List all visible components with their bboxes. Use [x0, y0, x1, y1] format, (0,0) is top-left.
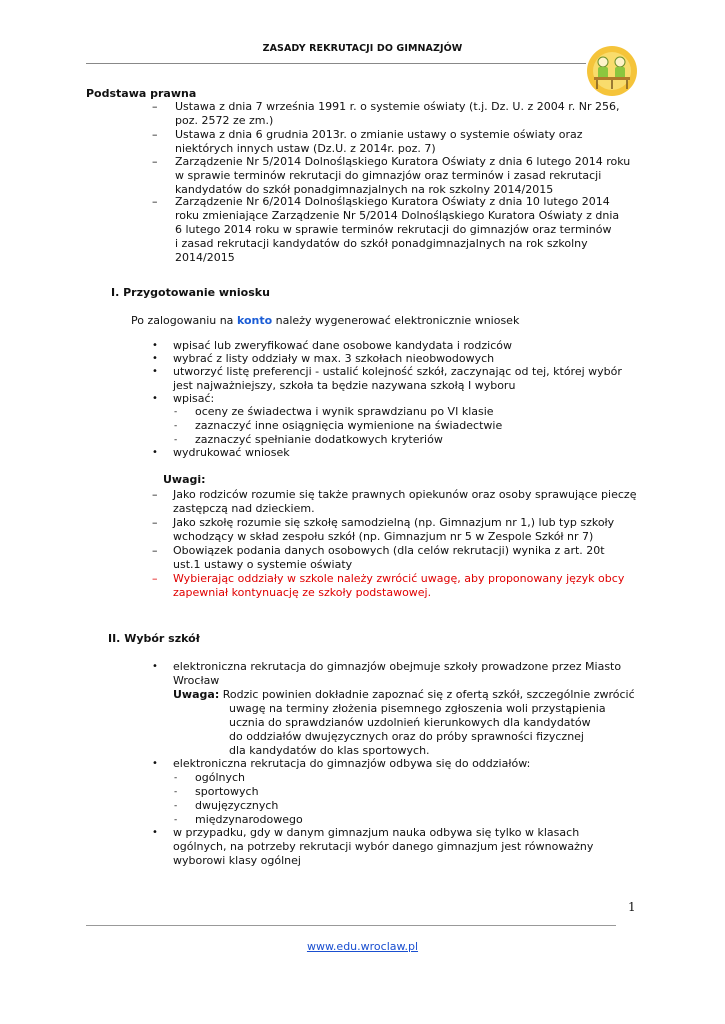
- note-2-line-2: wchodzący w skład zespołu szkół (np. Gimnazjum nr 5 w Zespole Szkół nr 7): [173, 530, 594, 543]
- sub-dash-marker: -: [174, 815, 178, 825]
- sub-achievements: zaznaczyć inne osiągnięcia wymienione na świadectwie: [195, 419, 503, 432]
- unit-general: ogólnych: [195, 771, 245, 784]
- step-preferences-line-1: utworzyć listę preferencji - ustalić kolejność szkół, zaczynając od tej, której wybór: [173, 365, 622, 378]
- note-1-line-2: zastępczą nad dzieckiem.: [173, 502, 315, 515]
- bullet-icon: •: [152, 661, 158, 672]
- bullet-icon: •: [152, 366, 158, 377]
- sub-criteria: zaznaczyć spełnianie dodatkowych kryteriów: [195, 433, 443, 446]
- step-enter: wpisać:: [173, 392, 215, 405]
- sub-dash-marker: -: [174, 773, 178, 783]
- scope-line-2: Wrocław: [173, 674, 220, 687]
- sub-dash-marker: -: [174, 435, 178, 445]
- note-1-line-1: Jako rodziców rozumie się także prawnych opiekunów oraz osoby sprawujące pieczę: [173, 488, 637, 501]
- uwaga-line-4: do oddziałów dwujęzycznych oraz do próby sprawności fizycznej: [229, 730, 584, 743]
- legal-item-1-line-1: Ustawa z dnia 7 września 1991 r. o systemie oświaty (t.j. Dz. U. z 2004 r. Nr 256,: [175, 100, 620, 113]
- step-print: wydrukować wniosek: [173, 446, 290, 459]
- sub-dash-marker: -: [174, 407, 178, 417]
- dash-marker: –: [152, 155, 158, 168]
- uwaga-label: Uwaga:: [173, 688, 220, 701]
- note-4-line-1: Wybierając oddziały w szkole należy zwrócić uwagę, aby proponowany język obcy: [173, 572, 625, 585]
- legal-basis-heading: Podstawa prawna: [86, 87, 197, 100]
- dash-marker: –: [152, 100, 158, 113]
- units-intro: elektroniczna rekrutacja do gimnazjów odbywa się do oddziałów:: [173, 757, 531, 770]
- note-3-line-2: ust.1 ustawy o systemie oświaty: [173, 558, 353, 571]
- uwaga-line-1: [173, 688, 635, 702]
- sub-dash-marker: -: [174, 421, 178, 431]
- note-3-line-1: Obowiązek podania danych osobowych (dla celów rekrutacji) wynika z art. 20t: [173, 544, 605, 557]
- legal-item-3-line-3: kandydatów do szkół ponadgimnazjalnych na rok szkolny 2014/2015: [175, 183, 554, 196]
- legal-item-4-line-4: i zasad rekrutacji kandydatów do szkół ponadgimnazjalnych na rok szkolny: [175, 237, 588, 250]
- general-only-line-3: wyborowi klasy ogólnej: [173, 854, 301, 867]
- dash-marker: –: [152, 195, 158, 208]
- uwaga-text: Rodzic powinien dokładnie zapoznać się z ofertą szkół, szczególnie zwrócić: [219, 688, 635, 701]
- dash-marker: –: [152, 128, 158, 141]
- konto-link[interactable]: konto: [236, 314, 273, 327]
- note-4-line-2: zapewniał kontynuację ze szkoły podstawowej.: [173, 586, 432, 599]
- dash-marker: –: [152, 572, 158, 585]
- legal-item-2-line-1: Ustawa z dnia 6 grudnia 2013r. o zmianie ustawy o systemie oświaty oraz: [175, 128, 583, 141]
- dash-marker: –: [152, 488, 158, 501]
- dash-marker: –: [152, 544, 158, 557]
- legal-item-4-line-2: roku zmieniające Zarządzenie Nr 5/2014 Dolnośląskiego Kuratora Oświaty z dnia: [175, 209, 620, 222]
- uwaga-line-3: ucznia do sprawdzianów uzdolnień kierunkowych dla kandydatów: [229, 716, 591, 729]
- general-only-line-1: w przypadku, gdy w danym gimnazjum nauka odbywa się tylko w klasach: [173, 826, 580, 839]
- sub-grades: oceny ze świadectwa i wynik sprawdzianu po VI klasie: [195, 405, 494, 418]
- bullet-icon: •: [152, 827, 158, 838]
- general-only-line-2: ogólnych, na potrzeby rekrutacji wybór danego gimnazjum jest równoważny: [173, 840, 594, 853]
- footer-website-link[interactable]: www.edu.wroclaw.pl: [306, 940, 419, 953]
- header-rule: [86, 63, 586, 64]
- legal-item-2-line-2: niektórych innych ustaw (Dz.U. z 2014r. poz. 7): [175, 142, 436, 155]
- unit-bilingual: dwujęzycznych: [195, 799, 279, 812]
- sub-dash-marker: -: [174, 787, 178, 797]
- section-1-intro: [131, 314, 519, 328]
- section-2-heading: II. Wybór szkół: [108, 632, 200, 645]
- legal-item-3-line-2: w sprawie terminów rekrutacji do gimnazjów oraz terminów i zasad rekrutacji: [175, 169, 602, 182]
- step-choose-units: wybrać z listy oddziały w max. 3 szkołach nieobwodowych: [173, 352, 495, 365]
- bullet-icon: •: [152, 353, 158, 364]
- sub-dash-marker: -: [174, 801, 178, 811]
- legal-item-4-line-3: 6 lutego 2014 roku w sprawie terminów rekrutacji do gimnazjów oraz terminów: [175, 223, 612, 236]
- note-2-line-1: Jako szkołę rozumie się szkołę samodzielną (np. Gimnazjum nr 1,) lub typ szkoły: [173, 516, 615, 529]
- footer-rule: [86, 925, 616, 926]
- page-number: 1: [628, 900, 636, 914]
- intro-text-after: należy wygenerować elektronicznie wniosek: [272, 314, 520, 327]
- uwaga-line-5: dla kandydatów do klas sportowych.: [229, 744, 430, 757]
- document-title: ZASADY REKRUTACJI DO GIMNAZJÓW: [262, 43, 463, 54]
- legal-item-4-line-1: Zarządzenie Nr 6/2014 Dolnośląskiego Kuratora Oświaty z dnia 10 lutego 2014: [175, 195, 610, 208]
- step-verify-data: wpisać lub zweryfikować dane osobowe kandydata i rodziców: [173, 339, 512, 352]
- step-preferences-line-2: jest najważniejszy, szkoła ta będzie nazywana szkołą I wyboru: [173, 379, 516, 392]
- children-logo-icon: [586, 45, 638, 97]
- dash-marker: –: [152, 516, 158, 529]
- legal-item-4-line-5: 2014/2015: [175, 251, 235, 264]
- bullet-icon: •: [152, 340, 158, 351]
- bullet-icon: •: [152, 393, 158, 404]
- scope-line-1: elektroniczna rekrutacja do gimnazjów obejmuje szkoły prowadzone przez Miasto: [173, 660, 622, 673]
- bullet-icon: •: [152, 447, 158, 458]
- legal-item-1-line-2: poz. 2572 ze zm.): [175, 114, 274, 127]
- legal-item-3-line-1: Zarządzenie Nr 5/2014 Dolnośląskiego Kuratora Oświaty z dnia 6 lutego 2014 roku: [175, 155, 631, 168]
- uwaga-line-2: uwagę na terminy złożenia pisemnego zgłoszenia woli przystąpienia: [229, 702, 606, 715]
- unit-sports: sportowych: [195, 785, 259, 798]
- section-1-heading: I. Przygotowanie wniosku: [111, 286, 270, 299]
- notes-heading: Uwagi:: [163, 473, 206, 486]
- bullet-icon: •: [152, 758, 158, 769]
- unit-international: międzynarodowego: [195, 813, 303, 826]
- intro-text-before: Po zalogowaniu na: [131, 314, 237, 327]
